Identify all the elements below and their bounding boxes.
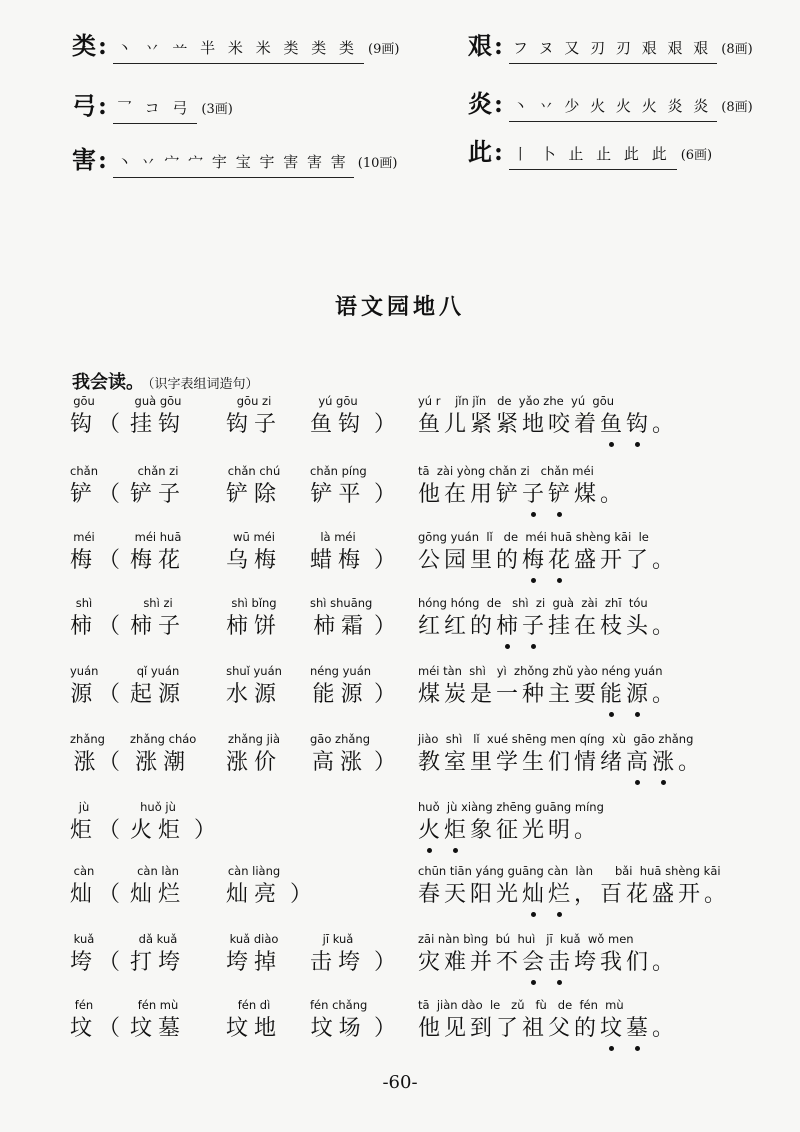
- close-paren: ）: [374, 950, 397, 975]
- pinyin: zāi nàn bìng bú huì jī kuǎ wǒ men: [418, 932, 634, 946]
- hanzi: 乌梅: [226, 548, 283, 573]
- reading-row: [0, 528, 800, 592]
- emphasis-dot: [531, 578, 536, 583]
- hanzi: 他在用铲子铲煤。: [418, 482, 627, 507]
- emphasis-dot: [531, 912, 536, 917]
- example-sentence: [418, 662, 678, 710]
- example-sentence: [418, 594, 678, 642]
- pinyin: càn: [73, 864, 95, 878]
- head-character: [70, 862, 98, 910]
- emphasis-dot: [531, 980, 536, 985]
- hanzi: 柿: [70, 614, 99, 639]
- pinyin: càn liàng: [227, 864, 281, 878]
- example-sentence: [418, 798, 604, 846]
- reading-row: [0, 594, 800, 658]
- hanzi: 火炬: [130, 818, 187, 843]
- word-group: [130, 930, 186, 978]
- close-paren: ）: [374, 750, 397, 775]
- pinyin: jiào shì lǐ xué shēng men qíng xù gāo zhǎng: [418, 732, 694, 746]
- pinyin: là méi: [320, 530, 356, 544]
- word-group: [226, 528, 282, 576]
- word-group: [130, 662, 186, 710]
- word-group: [226, 862, 282, 910]
- emphasis-dot: [453, 848, 458, 853]
- emphasis-dot: [531, 512, 536, 517]
- stroke-char: 此: [468, 137, 492, 166]
- word-group: [226, 730, 282, 778]
- pinyin: gāo zhǎng: [310, 732, 370, 746]
- hanzi: 铲除: [226, 482, 283, 507]
- pinyin: chǎn píng: [310, 464, 367, 478]
- reading-row: [0, 462, 800, 526]
- word-group: [130, 392, 186, 440]
- stroke-sequence: 丶 丷 䒑 半 米 米 类 类 类: [113, 35, 364, 64]
- close-paren: ）: [374, 682, 397, 707]
- stroke-count: (8画): [721, 100, 753, 115]
- exercise-heading-main: 我会读。: [72, 372, 144, 393]
- reading-row: [0, 862, 800, 926]
- colon: :: [98, 145, 107, 174]
- hanzi: 坟: [70, 1016, 99, 1041]
- stroke-count: (6画): [680, 148, 713, 163]
- emphasis-dot: [427, 848, 432, 853]
- pinyin: yú r jǐn jǐn de yǎo zhe yú gōu: [418, 394, 615, 408]
- stroke-char: 弓: [72, 91, 96, 120]
- stroke-count: (3画): [201, 102, 233, 117]
- hanzi: 坟场: [310, 1016, 367, 1041]
- pinyin: dǎ kuǎ: [138, 932, 178, 946]
- close-paren: ）: [374, 1016, 397, 1041]
- pinyin: tā jiàn dào le zǔ fù de fén mù: [418, 998, 624, 1012]
- word-group: [226, 594, 282, 642]
- pinyin: fén mù: [137, 998, 179, 1012]
- pinyin: qǐ yuán: [136, 664, 180, 678]
- word-group: [130, 594, 186, 642]
- emphasis-dot: [635, 780, 640, 785]
- stroke-sequence: 乛 コ 弓: [113, 95, 198, 124]
- pinyin: tā zài yòng chǎn zi chǎn méi: [418, 464, 594, 478]
- hanzi: 涨潮: [135, 750, 192, 775]
- stroke-count: (9画): [368, 42, 400, 57]
- hanzi: 钩子: [226, 412, 283, 437]
- head-character: [70, 528, 98, 576]
- stroke-row-jian: [468, 28, 753, 64]
- hanzi: 春天阳光灿烂，百花盛开。: [418, 882, 731, 907]
- pinyin: chǎn zi: [137, 464, 179, 478]
- pinyin: wū méi: [233, 530, 275, 544]
- close-paren: ）: [374, 482, 397, 507]
- word-group: [226, 996, 282, 1044]
- pinyin: chǎn chú: [227, 464, 281, 478]
- head-character: [70, 798, 98, 846]
- hanzi: 鱼儿紧紧地咬着鱼钩。: [418, 412, 679, 437]
- word-group: [310, 730, 370, 778]
- pinyin: shì shuāng: [310, 596, 373, 610]
- hanzi: 灿烂: [130, 882, 187, 907]
- hanzi: 铲平: [310, 482, 367, 507]
- open-paren: （: [98, 1016, 121, 1041]
- close-paren: ）: [374, 412, 397, 437]
- reading-row: [0, 930, 800, 994]
- word-group: [310, 528, 366, 576]
- hanzi: 坟墓: [130, 1016, 187, 1041]
- emphasis-dot: [635, 1046, 640, 1051]
- pinyin: gōu: [73, 394, 95, 408]
- hanzi: 他见到了祖父的坟墓。: [418, 1016, 679, 1041]
- hanzi: 涨: [73, 750, 102, 775]
- hanzi: 公园里的梅花盛开了。: [418, 548, 679, 573]
- pinyin: méi: [73, 530, 95, 544]
- open-paren: （: [98, 882, 121, 907]
- pinyin: shuǐ yuán: [226, 664, 282, 678]
- pinyin: guà gōu: [134, 394, 182, 408]
- stroke-row-hai: [72, 142, 397, 178]
- pinyin: zhǎng: [70, 732, 105, 746]
- emphasis-dot: [635, 442, 640, 447]
- hanzi: 打垮: [130, 950, 187, 975]
- stroke-char: 害: [72, 145, 96, 174]
- page-number: -60-: [382, 1072, 418, 1093]
- pinyin: néng yuán: [310, 664, 372, 678]
- open-paren: （: [98, 548, 121, 573]
- hanzi: 灿: [70, 882, 99, 907]
- pinyin: chūn tiān yáng guāng càn làn bǎi huā shèng kāi: [418, 864, 721, 878]
- colon: :: [98, 31, 107, 60]
- hanzi: 击垮: [310, 950, 367, 975]
- example-sentence: [418, 930, 678, 978]
- stroke-row-ci: [468, 134, 712, 170]
- colon: :: [494, 89, 503, 118]
- example-sentence: [418, 996, 678, 1044]
- pinyin: méi huā: [134, 530, 182, 544]
- emphasis-dot: [557, 578, 562, 583]
- open-paren: （: [98, 482, 121, 507]
- hanzi: 梅花: [130, 548, 187, 573]
- pinyin: jù: [78, 800, 90, 814]
- pinyin: chǎn: [70, 464, 98, 478]
- emphasis-dot: [557, 980, 562, 985]
- stroke-count: (8画): [721, 42, 753, 57]
- open-paren: （: [98, 818, 121, 843]
- pinyin: càn làn: [137, 864, 179, 878]
- hanzi: 灿亮: [226, 882, 283, 907]
- hanzi: 铲: [70, 482, 99, 507]
- head-character: [70, 662, 98, 710]
- hanzi: 起源: [130, 682, 187, 707]
- pinyin: shì: [75, 596, 93, 610]
- hanzi: 能源: [312, 682, 369, 707]
- word-group: [130, 798, 186, 846]
- colon: :: [494, 137, 503, 166]
- pinyin: gōu zi: [236, 394, 272, 408]
- open-paren: （: [98, 614, 121, 639]
- hanzi: 铲子: [130, 482, 187, 507]
- pinyin: huǒ jù xiàng zhēng guāng míng: [418, 800, 604, 814]
- emphasis-dot: [609, 712, 614, 717]
- hanzi: 高涨: [311, 750, 368, 775]
- section-title: 语文园地八: [334, 294, 465, 320]
- stroke-char: 炎: [468, 89, 492, 118]
- word-group: [226, 392, 282, 440]
- pinyin: gōng yuán lǐ de méi huā shèng kāi le: [418, 530, 649, 544]
- hanzi: 鱼钩: [310, 412, 367, 437]
- stroke-char: 艰: [468, 31, 492, 60]
- pinyin: hóng hóng de shì zi guà zài zhī tóu: [418, 596, 648, 610]
- hanzi: 火炬象征光明。: [418, 818, 601, 843]
- open-paren: （: [98, 950, 121, 975]
- close-paren: ）: [290, 882, 313, 907]
- stroke-char: 类: [72, 31, 96, 60]
- pinyin: méi tàn shì yì zhǒng zhǔ yào néng yuán: [418, 664, 663, 678]
- word-group: [226, 930, 282, 978]
- hanzi: 坟地: [226, 1016, 283, 1041]
- word-group: [226, 662, 282, 710]
- pinyin: fén: [74, 998, 94, 1012]
- word-group: [310, 594, 372, 642]
- emphasis-dot: [505, 644, 510, 649]
- word-group: [130, 528, 186, 576]
- reading-row: [0, 730, 800, 794]
- emphasis-dot: [609, 1046, 614, 1051]
- example-sentence: [418, 392, 678, 440]
- stroke-sequence: 丶 丷 少 火 火 火 炎 炎: [509, 93, 717, 122]
- pinyin: huǒ jù: [140, 800, 176, 814]
- word-group: [130, 862, 186, 910]
- reading-row: [0, 798, 800, 862]
- word-group: [130, 996, 186, 1044]
- pinyin: fén dì: [237, 998, 271, 1012]
- reading-row: [0, 662, 800, 726]
- hanzi: 梅: [70, 548, 99, 573]
- hanzi: 钩: [70, 412, 99, 437]
- colon: :: [98, 91, 107, 120]
- hanzi: 源: [70, 682, 99, 707]
- stroke-row-lei: [72, 28, 399, 64]
- hanzi: 灾难并不会击垮我们。: [418, 950, 679, 975]
- exercise-heading: [72, 368, 259, 394]
- hanzi: 教室里学生们情绪高涨。: [418, 750, 705, 775]
- stroke-row-gong: [72, 88, 233, 124]
- word-group: [310, 930, 366, 978]
- reading-row: [0, 996, 800, 1060]
- stroke-sequence: 丨 卜 止 止 此 此: [509, 141, 677, 170]
- emphasis-dot: [557, 512, 562, 517]
- pinyin: zhǎng cháo: [130, 732, 197, 746]
- hanzi: 垮掉: [226, 950, 283, 975]
- open-paren: （: [98, 682, 121, 707]
- stroke-sequence: 丶 丷 宀 宀 宇 宝 宇 害 害 害: [113, 149, 354, 178]
- stroke-sequence: フ ヌ 又 刃 刃 艰 艰 艰: [509, 35, 717, 64]
- pinyin: fén chǎng: [310, 998, 368, 1012]
- pinyin: yuán: [70, 664, 99, 678]
- example-sentence: [418, 862, 730, 910]
- emphasis-dot: [531, 644, 536, 649]
- head-character: [70, 462, 98, 510]
- hanzi: 柿子: [130, 614, 187, 639]
- pinyin: jī kuǎ: [322, 932, 354, 946]
- hanzi: 炬: [70, 818, 99, 843]
- example-sentence: [418, 462, 626, 510]
- pinyin: shì bǐng: [231, 596, 277, 610]
- hanzi: 涨价: [226, 750, 283, 775]
- open-paren: （: [98, 750, 121, 775]
- emphasis-dot: [609, 442, 614, 447]
- example-sentence: [418, 730, 704, 778]
- pinyin: shì zi: [143, 596, 173, 610]
- hanzi: 柿霜: [313, 614, 370, 639]
- pinyin: kuǎ diào: [229, 932, 279, 946]
- reading-row: [0, 392, 800, 456]
- hanzi: 水源: [226, 682, 283, 707]
- word-group: [226, 462, 282, 510]
- close-paren: ）: [374, 614, 397, 639]
- head-character: [70, 392, 98, 440]
- pinyin: zhǎng jià: [227, 732, 281, 746]
- head-character: [70, 996, 98, 1044]
- word-group: [310, 392, 366, 440]
- stroke-count: (10画): [357, 156, 398, 171]
- exercise-heading-note: （识字表组词造句）: [148, 377, 259, 392]
- emphasis-dot: [661, 780, 666, 785]
- close-paren: ）: [194, 818, 217, 843]
- pinyin: yú gōu: [318, 394, 358, 408]
- close-paren: ）: [374, 548, 397, 573]
- colon: :: [494, 31, 503, 60]
- head-character: [70, 594, 98, 642]
- example-sentence: [418, 528, 678, 576]
- emphasis-dot: [557, 912, 562, 917]
- hanzi: 挂钩: [130, 412, 187, 437]
- hanzi: 煤炭是一种主要能源。: [418, 682, 679, 707]
- open-paren: （: [98, 412, 121, 437]
- hanzi: 红红的柿子挂在枝头。: [418, 614, 679, 639]
- pinyin: kuǎ: [73, 932, 95, 946]
- word-group: [310, 996, 367, 1044]
- hanzi: 蜡梅: [310, 548, 367, 573]
- emphasis-dot: [635, 712, 640, 717]
- hanzi: 柿饼: [226, 614, 283, 639]
- word-group: [130, 462, 186, 510]
- word-group: [310, 462, 367, 510]
- hanzi: 垮: [70, 950, 99, 975]
- stroke-row-yan: [468, 86, 753, 122]
- head-character: [70, 930, 98, 978]
- word-group: [130, 730, 196, 778]
- word-group: [310, 662, 371, 710]
